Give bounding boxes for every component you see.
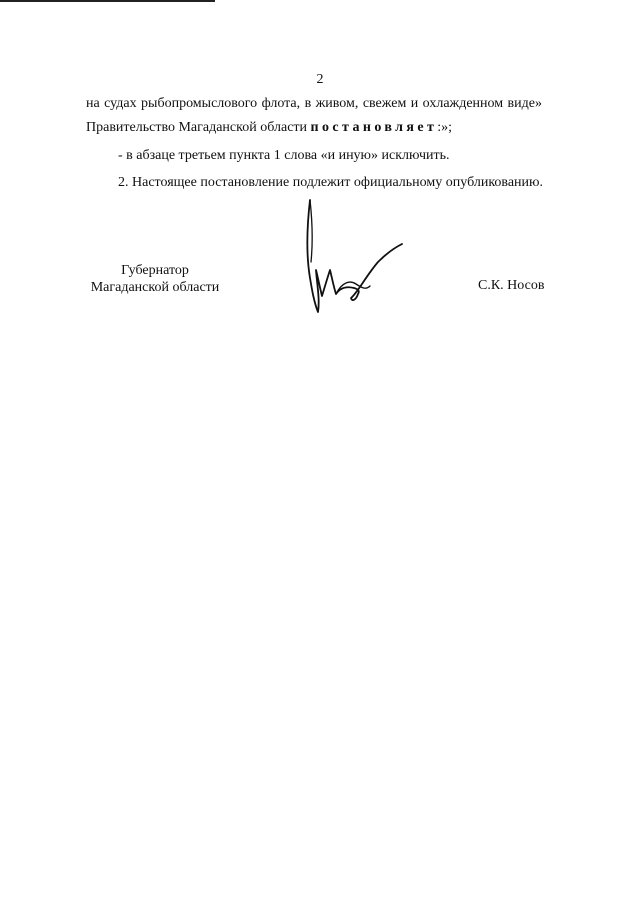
signatory-title xyxy=(80,262,230,296)
signatory-title-line-1: Губернатор xyxy=(121,263,189,278)
body-line-2-ending: :»; xyxy=(437,120,453,135)
signatory-title-line-2: Магаданской области xyxy=(90,280,220,295)
page-number: 2 xyxy=(316,72,324,87)
body-line-2-text: Правительство Магаданской области xyxy=(86,120,311,135)
publication-clause: 2. Настоящее постановление подлежит официальному опубликованию. xyxy=(118,175,543,190)
handwritten-signature xyxy=(296,196,414,318)
resolves-keyword: постановляет xyxy=(310,120,438,135)
signatory-name: С.К. Носов xyxy=(478,278,545,293)
scan-edge-line xyxy=(0,0,215,2)
body-line-1: на судах рыбопромыслового флота, в живом, свежем и охлажденном виде» xyxy=(86,96,542,111)
body-line-2 xyxy=(86,120,452,136)
amendment-item: - в абзаце третьем пункта 1 слова «и иную» исключить. xyxy=(118,148,450,163)
